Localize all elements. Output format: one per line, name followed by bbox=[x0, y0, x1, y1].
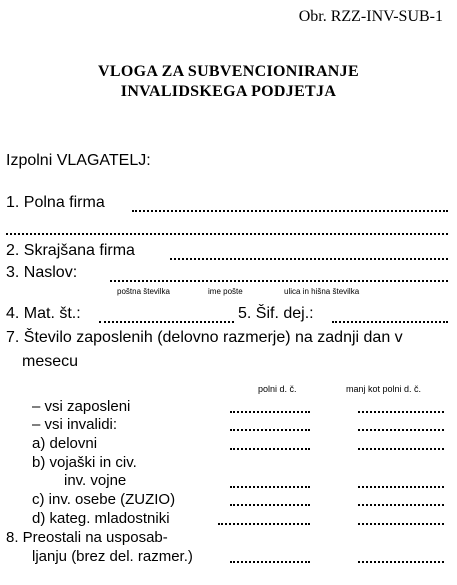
title-line-2: INVALIDSKEGA PODJETJA bbox=[120, 83, 337, 100]
field-3-postal-caption: poštna številka bbox=[117, 287, 170, 296]
applicant-heading: Izpolni VLAGATELJ: bbox=[6, 152, 151, 169]
field-7-label-line-1: 7. Število zaposlenih (delovno razmerje) na zadnji dan v bbox=[6, 329, 403, 346]
row-b-label-continued: inv. vojne bbox=[64, 472, 127, 489]
row-b-reduced-field[interactable] bbox=[358, 486, 444, 488]
row-a-reduced-field[interactable] bbox=[358, 448, 444, 450]
row-all-employees-label: – vsi zaposleni bbox=[32, 398, 131, 415]
row-all-employees-full-field[interactable] bbox=[230, 411, 310, 413]
row-b-label: b) vojaški in civ. bbox=[32, 454, 137, 471]
row-d-reduced-field[interactable] bbox=[358, 523, 444, 525]
row-all-disabled-label: – vsi invalidi: bbox=[32, 416, 118, 433]
field-1-dotted-line[interactable] bbox=[132, 210, 448, 212]
field-7-label-line-2: mesecu bbox=[22, 353, 79, 370]
row-c-label: c) inv. osebe (ZUZIO) bbox=[32, 491, 176, 508]
title-line-1: VLOGA ZA SUBVENCIONIRANJE bbox=[98, 63, 359, 80]
row-all-disabled-reduced-field[interactable] bbox=[358, 429, 444, 431]
field-3-place-caption: ime pošte bbox=[208, 287, 243, 296]
field-1-label: 1. Polna firma bbox=[6, 194, 105, 211]
row-a-full-field[interactable] bbox=[230, 448, 310, 450]
row-all-employees-reduced-field[interactable] bbox=[358, 411, 444, 413]
field-3-label: 3. Naslov: bbox=[6, 264, 78, 281]
field-3-street-caption: ulica in hišna številka bbox=[284, 287, 360, 296]
field-1-dotted-line-2[interactable] bbox=[6, 233, 448, 235]
field-2-dotted-line[interactable] bbox=[170, 258, 448, 260]
field-2-label: 2. Skrajšana firma bbox=[6, 242, 135, 259]
row-all-disabled-full-field[interactable] bbox=[230, 429, 310, 431]
column-header-reduced-time: manj kot polni d. č. bbox=[346, 384, 422, 394]
row-c-reduced-field[interactable] bbox=[358, 504, 444, 506]
field-4-label: 4. Mat. št.: bbox=[6, 305, 81, 322]
row-d-full-field[interactable] bbox=[218, 523, 310, 525]
field-4-dotted-line[interactable] bbox=[99, 321, 234, 323]
field-8-label-line-2: ljanju (brez del. razmer.) bbox=[32, 548, 193, 565]
field-3-dotted-line[interactable] bbox=[110, 280, 448, 282]
field-5-dotted-line[interactable] bbox=[332, 321, 448, 323]
field-8-label-line-1: 8. Preostali na usposab- bbox=[6, 529, 168, 546]
column-header-full-time: polni d. č. bbox=[258, 384, 297, 394]
row-a-label: a) delovni bbox=[32, 435, 98, 452]
field-5-label: 5. Šif. dej.: bbox=[238, 305, 314, 322]
row-d-label: d) kateg. mladostniki bbox=[32, 510, 170, 527]
row-b-full-field[interactable] bbox=[230, 486, 310, 488]
field-8-reduced-field[interactable] bbox=[358, 561, 444, 563]
row-c-full-field[interactable] bbox=[230, 504, 310, 506]
form-code: Obr. RZZ-INV-SUB-1 bbox=[298, 8, 443, 25]
field-8-full-field[interactable] bbox=[230, 561, 310, 563]
